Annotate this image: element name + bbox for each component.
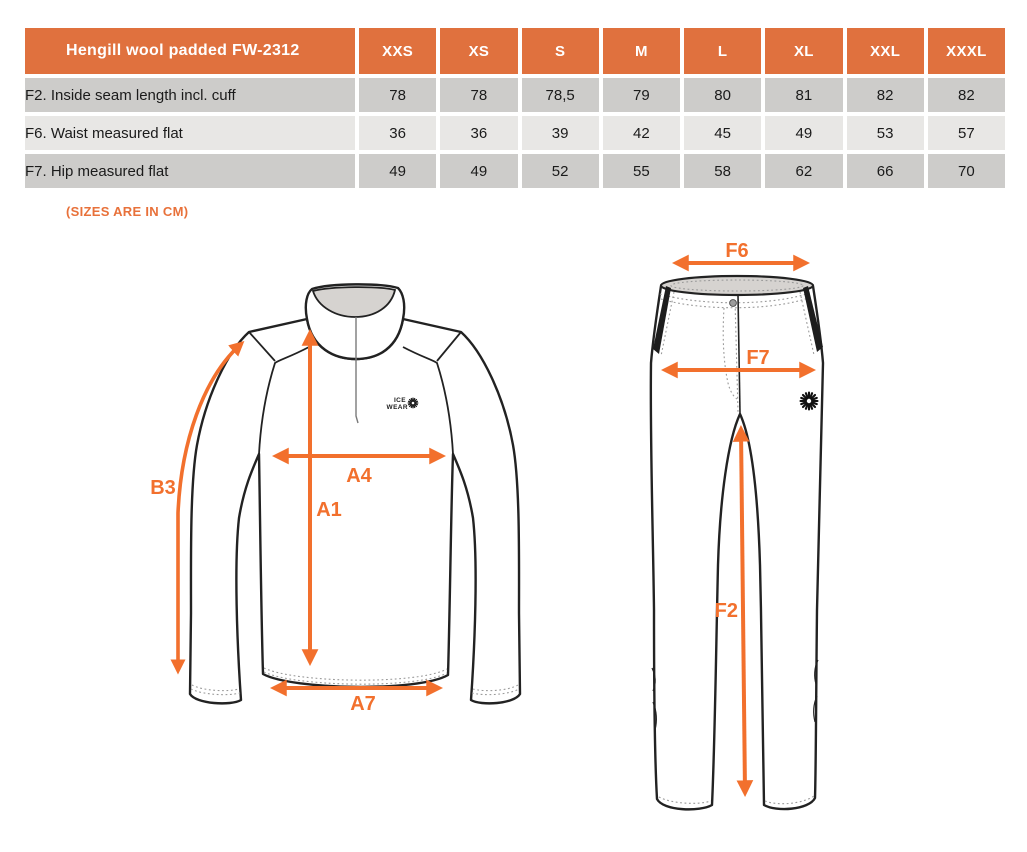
snowflake-icon (408, 398, 418, 408)
label-a4: A4 (346, 465, 372, 487)
label-f2: F2 (714, 600, 738, 622)
size-value-cell: 79 (603, 78, 680, 112)
measurement-row-label: F7. Hip measured flat (25, 154, 355, 188)
size-column-header: XXL (847, 28, 924, 74)
sizes-unit-note: (SIZES ARE IN CM) (66, 204, 189, 219)
size-column-header: XS (440, 28, 517, 74)
waist-opening (661, 276, 813, 295)
size-column-header: M (603, 28, 680, 74)
size-value-cell: 49 (359, 154, 436, 188)
size-value-cell: 62 (765, 154, 842, 188)
size-column-header: XXS (359, 28, 436, 74)
size-value-cell: 70 (928, 154, 1005, 188)
size-value-cell: 80 (684, 78, 761, 112)
size-value-cell: 36 (440, 116, 517, 150)
size-value-cell: 78 (440, 78, 517, 112)
size-value-cell: 42 (603, 116, 680, 150)
size-column-header: S (522, 28, 599, 74)
pants-outline (651, 286, 823, 809)
brand-logo-line1: ICE (393, 397, 406, 404)
measurement-row-label: F6. Waist measured flat (25, 116, 355, 150)
size-value-cell: 82 (847, 78, 924, 112)
size-value-cell: 78 (359, 78, 436, 112)
size-value-cell: 78,5 (522, 78, 599, 112)
sweater-outline (190, 319, 520, 703)
product-name-header: Hengill wool padded FW-2312 (25, 28, 355, 74)
size-column-header: XL (765, 28, 842, 74)
size-column-header: L (684, 28, 761, 74)
table-row (25, 78, 1005, 112)
size-column-header: XXXL (928, 28, 1005, 74)
waist-button (730, 300, 737, 307)
size-value-cell: 45 (684, 116, 761, 150)
label-f6: F6 (725, 240, 749, 262)
size-table (21, 24, 1009, 192)
size-value-cell: 53 (847, 116, 924, 150)
arrow-f2-inseam (741, 430, 745, 792)
label-a1: A1 (316, 499, 342, 521)
snowflake-icon (801, 393, 818, 410)
size-value-cell: 82 (928, 78, 1005, 112)
size-value-cell: 52 (522, 154, 599, 188)
brand-logo-line2: WEAR (386, 404, 408, 411)
size-value-cell: 49 (765, 116, 842, 150)
size-table-header-row (25, 28, 1005, 74)
label-b3: B3 (150, 477, 176, 499)
size-value-cell: 55 (603, 154, 680, 188)
pants-diagram (630, 240, 982, 840)
size-value-cell: 58 (684, 154, 761, 188)
measurement-row-label: F2. Inside seam length incl. cuff (25, 78, 355, 112)
label-a7: A7 (350, 693, 376, 715)
label-f7: F7 (746, 347, 770, 369)
size-value-cell: 66 (847, 154, 924, 188)
size-value-cell: 39 (522, 116, 599, 150)
size-value-cell: 57 (928, 116, 1005, 150)
sweater-diagram (140, 270, 570, 728)
size-value-cell: 49 (440, 154, 517, 188)
size-value-cell: 81 (765, 78, 842, 112)
table-row (25, 116, 1005, 150)
table-row (25, 154, 1005, 188)
size-value-cell: 36 (359, 116, 436, 150)
